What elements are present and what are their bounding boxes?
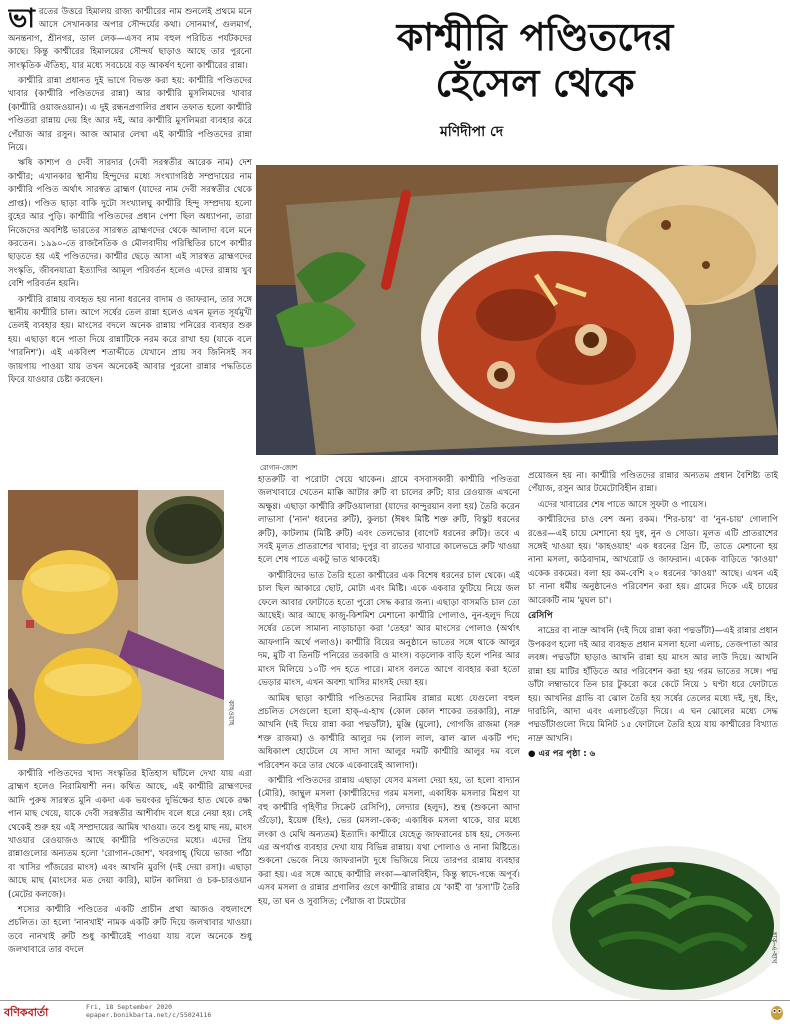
column-2 [258,474,520,1000]
edition-url[interactable]: epaper.bonikbarta.net/c/55024116 [86,1011,212,1019]
tea-illustration [8,490,224,760]
continued-notice: ● এর পর পৃষ্ঠা : ৬ [528,749,596,760]
kahwah-tea-photo [8,490,224,760]
paragraph: ঋষি কাশ্যপ ও দেবী সারদার (দেবী সরস্বতীর আরেক নাম) দেশ কাশ্মীর; এখানকার স্থানীয় হিন্দুদের মধ্যে সংখ্যাগরিষ্ঠ সম্প্রদায়ের নাম কাশ্মীরি পণ্ডিত অর্থাৎ সারস্বত ব্রাহ্মণ (যাদের নাম দেবী সরস্বতীর থেকে প্রাপ্ত)। পণ্ডিত ছাড়া বাকি দুটো সংখ্যালঘু কাশ্মীরি হিন্দু সম্প্রদায় হলো বুহের আর পুড়ি। কাশ্মীরি পণ্ডিতদের প্রধান পেশা ছিল অধ্যাপনা, তারা নিজেদের অবশিষ্ট ভারতের সারস্বত ব্রাহ্মণদের থেকে আলাদা বলে মনে করতেন। ১৯৯০-তে রাজনৈতিক ও মৌলবাদীয় পরিস্থিতির চাপে কাশ্মীর ছাড়তে হয় এই পণ্ডিতদের। কাশ্মীর ছেড়ে আসা এই সারস্বত ব্রাহ্মণদের সংস্কৃতি, জীবনযাত্রা ইত্যাদির আমূল পরিবর্তন হলেও এদের রান্নায় খুব বেশি পরিবর্তন হয়নি। [8,158,252,290]
tea-photo-credit: কাহওয়াহ [227,700,235,726]
greens-photo-credit: হাক্-এ-হাখ [770,932,778,964]
paragraph: এদের খাবারের শেষ পাতে আসে সুফটা ও পায়েস। [538,499,707,510]
greens-illustration [540,824,780,1000]
rogan-josh-illustration [256,165,778,455]
paragraph: আমিষ ছাড়া কাশ্মীরি পণ্ডিতদের নিরামিষ রান্নার মধ্যে যেগুলো বহুল প্রচলিত সেগুলো হলো হাক্-এ-হাখ (কোল কোল শাকের তরকারি), নাদ্রু আখনি (দই দিয়ে রান্না করা পদ্মডাঁটা), মুঞ্জি (মুলো), গোগজি রাজমা (সরু শক্ত রাজমা) ও কাশ্মীরি আলুর দম (লাল লাল, ঝাল ঝাল একটি পদ; অধিকাংশ হোটেলে যে সাদা সাদা আলুর দমটি কাশ্মীরি আলুর দম বলে পরিবেশন করে তার থেকে একেবারেই আলাদা)। [258,693,520,771]
haak-greens-photo [540,824,780,1000]
edition-date: Fri, 18 September 2020 [86,1003,173,1011]
paragraph: কাশ্মীরিদের চাও বেশ অন্য রকম। 'শির-চায়' বা 'নুন-চায়' গোলাপি রঙের—এই চায়ে মেশানো হয় দুধ, নুন ও সোডা। মূলত এটি প্রাতরাশের সঙ্গেই খাওয়া হয়। 'কাহওয়াহ' এক ধরনের গ্রিন টি, তাতে মেশানো হয় নানা মসলা, কাঠবাদাম, আখরোট ও জাফরান। একেক বাড়িতে 'কাওয়া' একেক রকমের। বলা হয় কম-বেশি ২০ ধরনের 'কাওয়া' আছে। এখন এই চা নানা ধর্মীয় অনুষ্ঠানেও পরিবেশন করা হয়। গ্রামের দিকে এই চায়ের আরেকটি নাম 'মুঘল চা'। [528,515,778,606]
main-photo-caption: রোগান-জোশ [260,464,298,472]
column-1-top [8,6,252,482]
publication-logo: বণিকবার্তা [4,1006,49,1019]
paragraph: কাশ্মীরিদের ভাত তৈরি হতো কাশ্মীরের এক বিশেষ ধরনের চাল থেকে। এই চাল ছিল আকারে ছোট, মোটা এবং মিষ্টি। একে একবার ফুটিয়ে নিয়ে জল ফেলে আবার ফোটাতে হতো পুরো সেদ্ধ করার জন্য। এছাড়া বাসমতি চাল তো আছেই। আর আছে কাজু-কিশমিশ মেশানো কাশ্মীরি পোলাও, নুন-হলুদ দিয়ে সর্ষের তেলে সামান্য নাড়াচাড়া করা 'তেহর' আর মাংসের পোলাও (অর্থাৎ আফগানি অর্থে পলাও)। কাশ্মীরি বিয়ের অনুষ্ঠানে ভাতের সঙ্গে থাকে আলুর দম, মুটি বা তিনটি পনিরের তরকারি ও মাংস। বড়লোক বাড়ি হলে পনির আর মাংস মিলিয়ে ১০টি পদ হতে পারে। মাংস বলতে আগে ব্যবহার করা হতো ভেড়ার মাংস, এখন অবশ্য খাসির মাংসই দেয়া হয়। [258,570,520,689]
paragraph: শস্যের কাশ্মীরি পণ্ডিতের একটি প্রাচীন প্রথা আজও বহুলাংশে প্রচলিত। তা হলো 'নানখাই' নামক একটি রুটি দিয়ে জলখাবার খাওয়া। তবে নানখাই রুটি শুধু কাশ্মীরেই পাওয়া যায় বলে অনেকে শুধু জলখাবারে তার বদলে [8,905,252,956]
paragraph: কাশ্মীরি রান্না প্রধানত দুই ভাগে বিভক্ত করা হয়: কাশ্মীরি পণ্ডিতদের খাবার (কাশ্মীরি পণ্ডিতদের রান্না) আর কাশ্মীরি মুসলিমদের খাবার (কাশ্মীরি ওয়াজওয়ান)। এ দুই রন্ধনপ্রণালির প্রধান তফাত হলো কাশ্মীরি পণ্ডিতরা রান্নায় দেয় হিং আর দই, আর কাশ্মীরি মুসলিমরা ব্যবহার করে পেঁয়াজ আর রসুন। আজ আমার লেখা এই কাশ্মীরি পণ্ডিতদের রান্না নিয়ে। [8,76,252,154]
paragraph: হাতরুটি বা পরোটা খেয়ে থাকেন। গ্রামে বসবাসকারী কাশ্মীরি পণ্ডিতরা জলখাবারে খেতেন মাক্কি আটার রুটি বা চালের রুটি; যার রেওয়াজ এখনো অক্ষুণ্ণ। এছাড়া কাশ্মীরি রুটিওয়ালারা (যাদের কান্দুরয়ান বলা হয়) তৈরি করেন লাভাসা ('নান' ধরনের রুটি), কুলচা (ঈষৎ মিষ্টি শক্ত রুটি, বিস্কুট ধরনের রুটি), কাটলাম (মিষ্টি রুটি) এবং তেলভোর (বাগেট ধরনের রুটি)। তবে এ সবই মূলত প্রাতরাশের খাবার; দুপুর বা রাতের খাবারে কালেভদ্রে রুটি খাওয়া হলে শেষ পাতে একটু ভাত থাকবেই। [258,475,520,566]
paragraph: কাশ্মীরি পণ্ডিতদের রান্নায় এছাড়া যেসব মসলা দেয়া হয়, তা হলো বাদ্যান (মৌরি), জান্থুল মসলা (কাশ্মীরিদের গরম মসলা, একাধিক মসলার মিশ্রণ যা বহু কাশ্মীরি গৃহিণীর সিক্রেট রেসিপি), লেদ্যার (হলুদ), শুন্থ (শুকনো আদা গুঁড়ো), ইয়েঙ্গ (হিং), ভের (মসলা-কেক; একাধিক মসলা থাকে, যার মধ্যে লংকা ও মেথি অন্যতম) ইত্যাদি। কাশ্মীরে যেহেতু জাফরানের চাষ হয়, সেজন্য এর অপর্যাপ্ত ব্যবহার দেখা যায় বিভিন্ন রান্নায়। যথা পোলাও ও নানা মিষ্টিতে। শুকনো ভেজে নিয়ে জাফরানটা দুধে ভিজিয়ে নিয়ে তারপর রান্নায় ব্যবহার করা হয়। এর সঙ্গে আছে কাশ্মীরি লংকা—ঝালবিহীন, কিন্তু স্বাদে-গন্ধে অপূর্ব। এসব মসলা ও রান্নার প্রণালির গুণে কাশ্মীরি রান্নার যে 'কাইঁ' বা 'রসা'টি তৈরি হয়, তা ঘন ও সুবাসিত; পেঁয়াজ বা টমেটোর [258,775,520,907]
article-title [300,14,770,106]
owl-icon [770,1004,784,1020]
recipe-heading: রেসিপি [528,611,553,622]
paragraph: নাদ্রের বা নাদ্রু আখনি (দই দিয়ে রান্না করা পদ্মডাঁটা)—এই রান্নার প্রধান উপকরণ হলো দই আর ব্যবহৃত প্রধান মসলা হলো এলাচ, তেজপাতা আর লবঙ্গ। পদ্মডাঁটা ছাড়াও আখনি রান্না হয় মাংস আর লাউ দিয়ে। আখনি রান্না হয় মাটির হাঁড়িতে আর পরিবেশন করা হয় গরম ভাতের সঙ্গে। পদ্ম ডাঁটা লম্বাভাবে তিন চার টুকরো করে কেটে নিয়ে ১ ঘণ্টা ধরে ফোটাতে হয়। আখনির গ্রাভি বা ঝোল তৈরি হয় সর্ষের তেলের মধ্যে দই, দুধ, হিং, দারচিনি, আদা এবং এলাচগুঁড়ো দিয়ে। এ ঘন ঝোলের মধ্যে সেদ্ধ পদ্মডাঁটাগুলো দিয়ে মিনিট ১৫ ফোটালে তৈরি হয়ে যায় কাশ্মীরের বিখ্যাত নাদ্রু আখনি। [528,626,778,744]
title-line-2: হেঁসেল থেকে [435,61,635,105]
drop-cap: ভা [8,6,35,34]
column-1-bottom [8,768,252,998]
paragraph: প্রয়োজন হয় না। কাশ্মীরি পণ্ডিতদের রান্নার অন্যতম প্রধান বৈশিষ্ট্য তাই পেঁয়াজ, রসুন আর টমেটোবিহীন রান্না। [528,471,778,495]
edition-meta [86,1003,211,1019]
byline: মণিদীপা দে [440,124,504,140]
rogan-josh-photo [256,165,778,455]
paragraph: রতের উত্তরে হিমালয় রাজ্য কাশ্মীরের নাম শুনলেই প্রথমে মনে আসে সেখানকার অপার সৌন্দর্যের কথা। সোনমার্গ, গুলমার্গ, অনন্তনাগ, শ্রীনগর, ডাল লেক—এসব নাম বহুল পরিচিত পর্যটকদের কাছে। কিন্তু কাশ্মীরের হিমালয়ের সৌন্দর্য ছাড়াও আছে তার পুরনো সাংস্কৃতিক ঐতিহ্য, যার মধ্যে সবচেয়ে বড় আকর্ষণ হলো কাশ্মীরের রান্না। [8,7,252,71]
footer-bar [0,1000,790,1024]
paragraph: কাশ্মীরি রান্নায় ব্যবহৃত হয় নানা ধরনের বাদাম ও জাফরান, তার সঙ্গে স্থানীয় কাশ্মীরি চাল। আগে সর্ষের তেল রান্না হলেও এখন মূলত সূর্যমুখী তেলই ব্যবহার হয়। মাংসের বদলে অনেক রান্নায় পনিরের ব্যবহার শুরু হয়। এছাড়া ধনে পাতা দিয়ে রান্নাটিকে নরম করে রাখা হয় (যাকে বলে 'গারনিশ')। এই একবিংশ শতাব্দীতে যেখানে প্রায় সব জিনিসই সব জায়গায় পাওয়া যায় তখন অনেকেই আবার পুরনো রান্নার পদ্ধতিতে ফিরে যাওয়ার চেষ্টা করছেন। [8,294,252,385]
paragraph: কাশ্মীরি পণ্ডিতদের খাদ্য সংস্কৃতির ইতিহাস ঘাঁটলে দেখা যায় এরা ব্রাহ্মণ হলেও নিরামিষাশী নন। কথিত আছে, এই কাশ্মীরি ব্রাহ্মণদের আদি পুরুষ সারস্বত মুনি একদা এক ভয়ংকর দুর্ভিক্ষের হাত থেকে রক্ষা পান মাছ খেয়ে, যাকে দেবী সরস্বতীর আশীর্বাদ বলে ধরে নেয়া হয়। সেই থেকেই শুরু হয় এই সম্প্রদায়ের আমিষ খাওয়া। তবে শুধু মাছ নয়, মাংস খাওয়ার রেওয়াজও আছে কাশ্মীরি পণ্ডিতদের মধ্যে। এদের প্রিয় রান্নাগুলোর অন্যতম হলো 'রোগান-জোশ', খবরগাহ্ (ঘিয়ে ভাজা পাঁঠা বা খাসির পাঁজরের মাংস) এবং আখনি মুরগি (দই দেয়া রসা)। এছাড়া আছে মাছ (মাংসের মত দেয়া কারি), মাটন কালিয়া ও চক-চারওয়ান (মেটের কলজে)। [8,769,252,900]
title-line-1: কাশ্মীরি পণ্ডিতদের [396,15,674,59]
column-3 [528,470,778,816]
